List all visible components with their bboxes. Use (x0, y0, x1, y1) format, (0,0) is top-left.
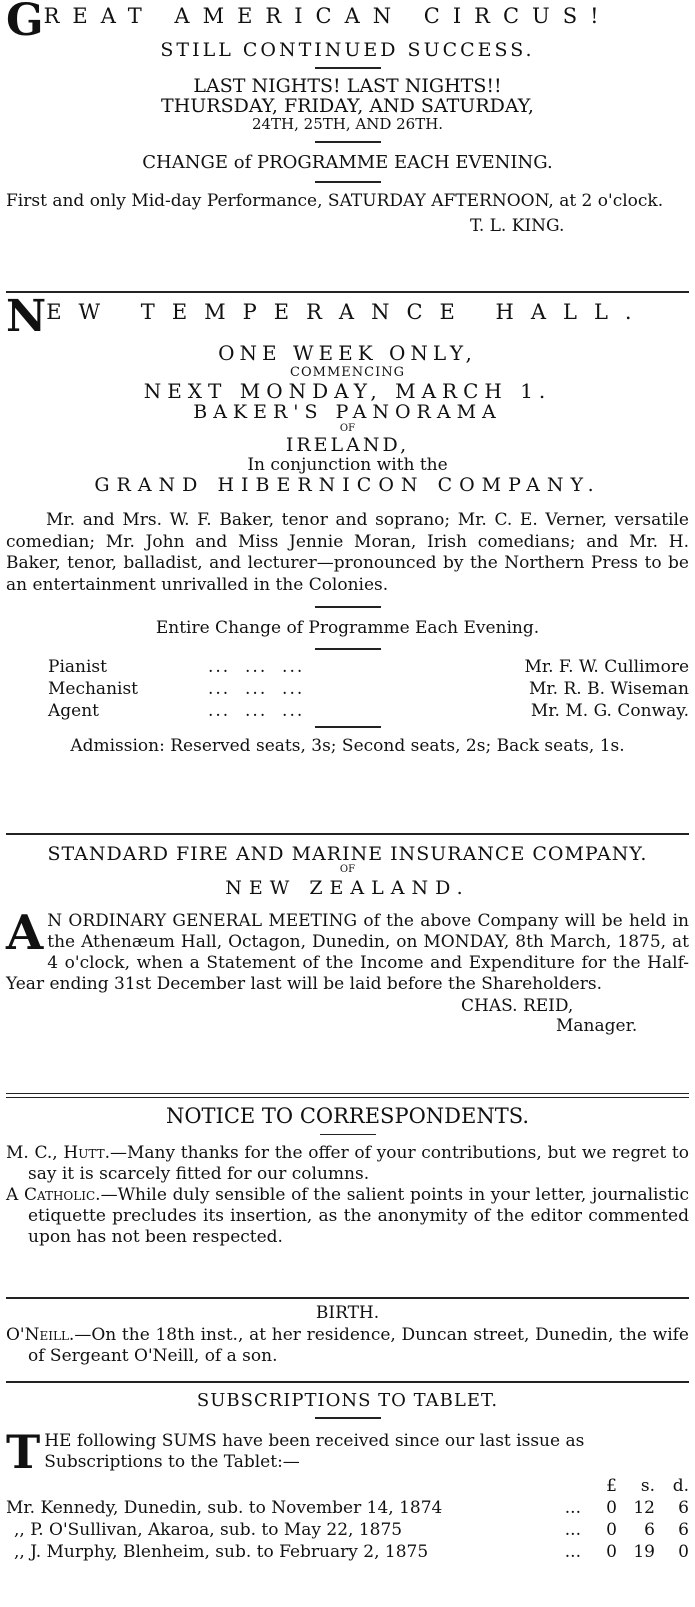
hall-title-text: EW TEMPERANCE HALL. (46, 300, 649, 324)
notice-item: M. C., Hutt.—Many thanks for the offer of your contributions, but we regret to say it is scarcely fitted for our columns. (6, 1143, 689, 1184)
hall-company: GRAND HIBERNICON COMPANY. (94, 474, 601, 496)
hall-cast: Mr. and Mrs. W. F. Baker, tenor and soprano; Mr. C. E. Verner, versatile comedian; Mr. John and Miss Jennie Moran, Irish comedians; and Mr. H. Baker, tenor, balladist, and lecturer—pronounced by the Northern Press to be an entertainment unrivalled in the Colonies. (6, 510, 689, 595)
section-rule (6, 1093, 689, 1098)
circus-drop-cap: G (6, 0, 44, 46)
circus-last-nights: LAST NIGHTS! LAST NIGHTS!! (193, 75, 502, 97)
hall-week: ONE WEEK ONLY, (218, 341, 477, 365)
birth-notice (6, 1303, 689, 1367)
table-row: Mr. Kennedy, Dunedin, sub. to November 14, 1874 ... 0 12 6 (6, 1498, 689, 1518)
notice-title: NOTICE TO CORRESPONDENTS. (165, 1104, 530, 1128)
subs-title: SUBSCRIPTIONS TO TABLET. (196, 1390, 499, 1411)
hall-panorama: BAKER'S PANORAMA (193, 401, 502, 423)
subs-drop-cap: T (6, 1425, 41, 1479)
subscriptions (6, 1390, 689, 1563)
subs-header-row: £ s. d. (606, 1476, 689, 1496)
circus-dates: 24TH, 25TH, AND 26TH. (251, 114, 444, 133)
subs-intro-text: HE following SUMS have been received since our last issue as Subscriptions to the Tablet:— (44, 1431, 585, 1472)
notice-item: A Catholic.—While duly sensible of the salient points in your letter, journalistic etiquette precludes its insertion, as the anonymity of the editor commented upon has not been respected. (6, 1185, 689, 1247)
insurance-notice (6, 843, 689, 1036)
circus-change: CHANGE of PROGRAMME EACH EVENING. (142, 151, 553, 173)
circus-midday: First and only Mid-day Performance, SATURDAY AFTERNOON, at 2 o'clock. (6, 190, 664, 211)
subs-intro (6, 1425, 689, 1479)
circus-title (6, 0, 689, 46)
subs-table (6, 1475, 689, 1563)
insurance-of: OF (339, 864, 356, 875)
birth-title: BIRTH. (315, 1303, 380, 1323)
hall-title (6, 291, 689, 342)
table-row: ,, J. Murphy, Blenheim, sub. to February 2, 1875 ... 0 19 0 (14, 1542, 689, 1562)
hall-monday: NEXT MONDAY, MARCH 1. (143, 379, 552, 403)
circus-title-text: REAT AMERICAN CIRCUS! (43, 4, 612, 28)
circus-days: THURSDAY, FRIDAY, AND SATURDAY, (161, 94, 534, 117)
divider (315, 606, 381, 608)
hall-of: OF (339, 423, 356, 434)
divider (315, 1417, 381, 1419)
insurance-drop-cap: A (6, 905, 44, 961)
section-rule (6, 291, 689, 293)
temperance-hall-advert (6, 291, 689, 756)
staff-row: Pianist ... ... ... Mr. F. W. Cullimore (48, 657, 689, 677)
divider (315, 726, 381, 728)
hall-commencing: COMMENCING (290, 365, 405, 380)
hall-admission: Admission: Reserved seats, 3s; Second seats, 2s; Back seats, 1s. (70, 736, 625, 756)
insurance-body (6, 905, 689, 995)
table-row: ,, P. O'Sullivan, Akaroa, sub. to May 22, 1875 ... 0 6 6 (14, 1520, 689, 1540)
divider (320, 1134, 376, 1135)
insurance-role: Manager. (556, 1016, 638, 1036)
correspondents-notice (6, 1104, 689, 1248)
divider (315, 141, 381, 143)
insurance-body-text: N ORDINARY GENERAL MEETING of the above Company will be held in the Athenæum Hall, Octagon, Dunedin, on MONDAY, 8th March, 1875, at 4 o'clock, when a Statement of the Income and Expenditure for the Half-Year ending 31st December last will be laid before the Shareholders. (6, 911, 689, 994)
hall-change: Entire Change of Programme Each Evening. (155, 618, 540, 638)
circus-signer: T. L. KING. (470, 215, 565, 236)
staff-row: Mechanist ... ... ... Mr. R. B. Wiseman (48, 679, 689, 699)
hall-drop-cap: N (6, 291, 47, 342)
hall-ireland: IRELAND, (285, 434, 410, 456)
staff-row: Agent ... ... ... Mr. M. G. Conway. (48, 701, 689, 721)
hall-staff-list (6, 656, 689, 722)
insurance-title: STANDARD FIRE AND MARINE INSURANCE COMPANY. (47, 843, 648, 865)
insurance-nz: NEW ZEALAND. (225, 877, 470, 899)
insurance-signer: CHAS. REID, (461, 996, 574, 1016)
circus-subtitle: STILL CONTINUED SUCCESS. (160, 39, 535, 61)
section-rule (6, 1381, 689, 1383)
hall-conjunction: In conjunction with the (247, 455, 448, 475)
birth-entry: O'Neill.—On the 18th inst., at her residence, Duncan street, Dunedin, the wife of Sergeant O'Neill, of a son. (6, 1325, 689, 1366)
section-rule (6, 1297, 689, 1299)
divider (315, 181, 381, 183)
section-rule (6, 833, 689, 835)
divider (315, 648, 381, 650)
circus-advert (6, 2, 689, 236)
divider (315, 67, 381, 69)
